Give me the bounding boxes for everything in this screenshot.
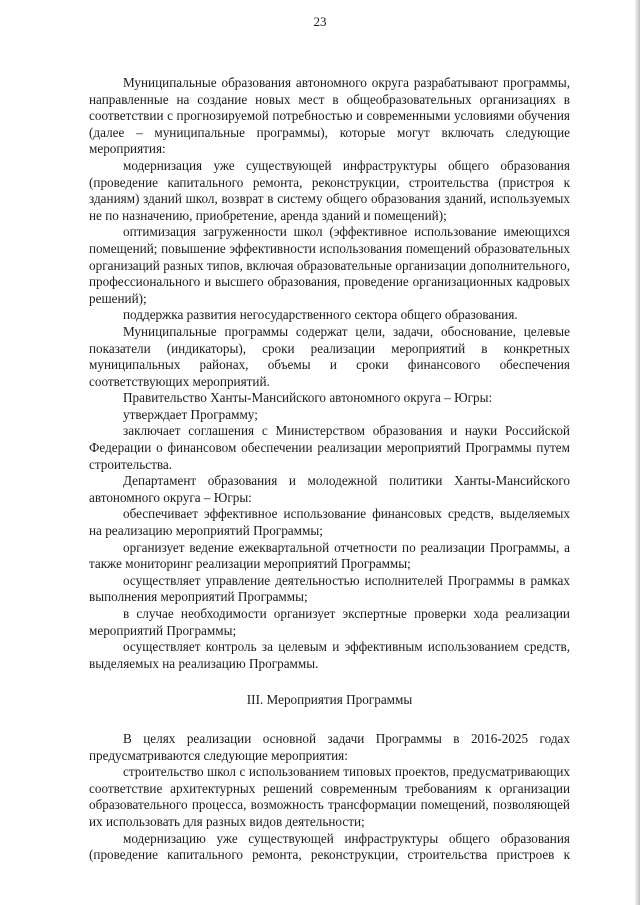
paragraph-agreements: заключает соглашения с Министерством образования и науки Российской Федерации о финансовом обеспечении реализации мероприятий Программы путем строительства. xyxy=(89,423,570,472)
paragraph-program-contents: Муниципальные программы содержат цели, задачи, обоснование, целевые показатели (индикаторы), сроки реализации мероприятий в конкретных муниципальных районах, объемы и сроки финансового обеспечения соответствующих мероприятий. xyxy=(89,323,570,389)
paragraph-infrastructure-modernization: модернизацию уже существующей инфраструктуры общего образования (проведение капитального ремонта, реконструкции, строительства пристроев к xyxy=(89,830,570,863)
paragraph-school-construction: строительство школ с использованием типовых проектов, предусматривающих соответствие архитектурных решений современным требованиям к организации образовательного процесса, возможность трансформации помещений, позволяющей их использовать для разных видов деятельности; xyxy=(89,764,570,829)
paragraph-section-intro: В целях реализации основной задачи Программы в 2016-2025 годах предусматриваются следующие мероприятия: xyxy=(89,730,570,763)
document-body xyxy=(89,75,570,864)
paragraph-management: осуществляет управление деятельностью исполнителей Программы в рамках выполнения мероприятий Программы; xyxy=(89,572,570,605)
paragraph-department: Департамент образования и молодежной политики Ханты-Мансийского автономного округа – Югры: xyxy=(89,473,570,505)
paragraph-inspections: в случае необходимости организует экспертные проверки хода реализации мероприятий Программы; xyxy=(89,606,570,638)
paragraph-optimization: оптимизация загруженности школ (эффективное использование имеющихся помещений; повышение эффективности использования помещений образовательных организаций разных типов, включая образовательные организации дополнительного, профессионального и высшего образования, проведение организационных кадровых решений); xyxy=(89,224,570,306)
page-number: 23 xyxy=(313,14,327,29)
paragraph-control: осуществляет контроль за целевым и эффективным использованием средств, выделяемых на реализацию Программы. xyxy=(89,639,570,671)
paragraph-private-sector: поддержка развития негосударственного сектора общего образования. xyxy=(123,307,518,323)
paragraph-modernization: модернизация уже существующей инфраструктуры общего образования (проведение капитального ремонта, реконструкции, строительства (пристроя к зданиям) зданий школ, возврат в систему общего образования зданий, используемых не по назначению, приобретение, аренда зданий и помещений); xyxy=(89,157,570,223)
page-edge-shadow xyxy=(634,0,640,905)
paragraph-municipal-programs: Муниципальные образования автономного округа разрабатывают программы, направленные на создание новых мест в общеобразовательных организациях в соответствии с прогнозируемой потребностью и современными условиями обучения (далее – муниципальные программы), которые могут включать следующие мероприятия: xyxy=(89,75,570,157)
paragraph-approves: утверждает Программу; xyxy=(123,406,258,422)
paragraph-reporting: организует ведение ежеквартальной отчетности по реализации Программы, а также мониторинг реализации мероприятий Программы; xyxy=(89,539,570,572)
section-heading: III. Мероприятия Программы xyxy=(246,692,413,708)
paragraph-government: Правительство Ханты-Мансийского автономного округа – Югры: xyxy=(123,390,493,406)
paragraph-funds-use: обеспечивает эффективное использование финансовых средств, выделяемых на реализацию мероприятий Программы; xyxy=(89,506,570,539)
